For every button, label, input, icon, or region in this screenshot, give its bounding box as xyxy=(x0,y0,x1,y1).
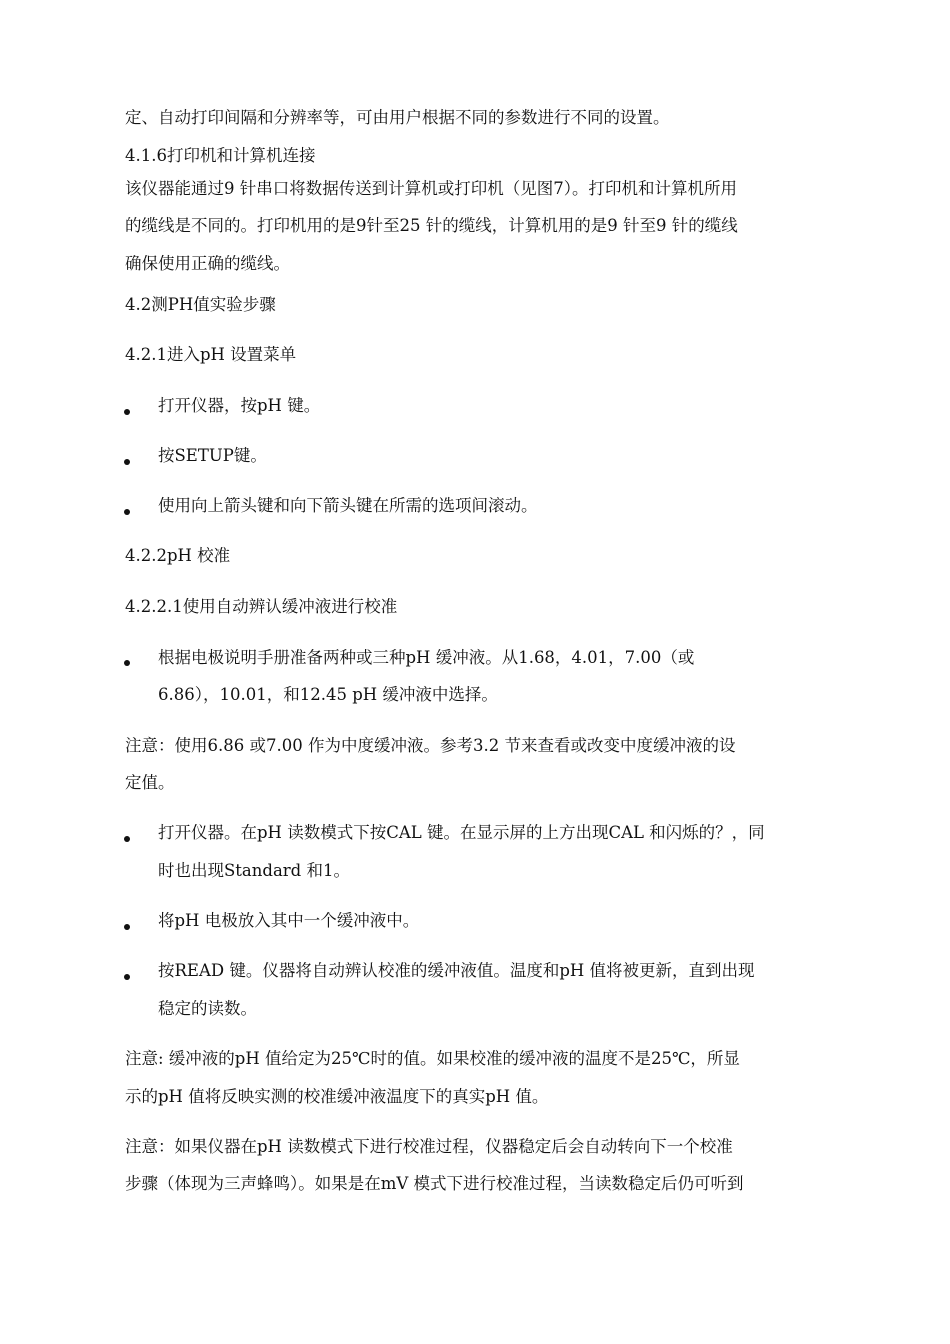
note-line: 定值。 xyxy=(125,773,175,792)
list-item: 按READ 键。仪器将自动辨认校准的缓冲液值。温度和pH 值将被更新，直到出现 xyxy=(158,961,755,980)
paragraph-line: 确保使用正确的缆线。 xyxy=(125,254,290,273)
bullet-icon xyxy=(124,660,130,666)
note-line: 注意: 缓冲液的pH 值给定为25℃时的值。如果校准的缓冲液的温度不是25℃，所显 xyxy=(125,1049,740,1068)
subsection-heading: 4.2.2pH 校准 xyxy=(125,546,231,565)
list-item-continuation: 时也出现Standard 和1。 xyxy=(158,861,350,880)
bullet-icon xyxy=(124,974,130,980)
note-line: 示的pH 值将反映实测的校准缓冲液温度下的真实pH 值。 xyxy=(125,1087,549,1106)
bullet-icon xyxy=(124,509,130,515)
bullet-icon xyxy=(124,409,130,415)
list-item: 使用向上箭头键和向下箭头键在所需的选项间滚动。 xyxy=(158,496,538,515)
paragraph-line: 的缆线是不同的。打印机用的是9针至25 针的缆线，计算机用的是9 针至9 针的缆线 xyxy=(125,216,738,235)
note-line: 注意：使用6.86 或7.00 作为中度缓冲液。参考3.2 节来查看或改变中度缓冲液的设 xyxy=(125,736,736,755)
list-item: 按SETUP键。 xyxy=(158,446,267,465)
section-heading: 4.1.6打印机和计算机连接 xyxy=(125,146,316,165)
section-heading: 4.2测PH值实验步骤 xyxy=(125,295,276,314)
list-item-continuation: 稳定的读数。 xyxy=(158,999,257,1018)
list-item: 打开仪器。在pH 读数模式下按CAL 键。在显示屏的上方出现CAL 和闪烁的？，同 xyxy=(158,823,765,842)
list-item: 将pH 电极放入其中一个缓冲液中。 xyxy=(158,911,420,930)
bullet-icon xyxy=(124,459,130,465)
list-item-continuation: 6.86），10.01，和12.45 pH 缓冲液中选择。 xyxy=(158,685,498,704)
note-line: 注意：如果仪器在pH 读数模式下进行校准过程，仪器稳定后会自动转向下一个校准 xyxy=(125,1137,733,1156)
subsection-heading: 4.2.1进入pH 设置菜单 xyxy=(125,345,297,364)
paragraph-line: 定、自动打印间隔和分辨率等，可由用户根据不同的参数进行不同的设置。 xyxy=(125,108,670,127)
subsection-heading: 4.2.2.1使用自动辨认缓冲液进行校准 xyxy=(125,597,398,616)
bullet-icon xyxy=(124,836,130,842)
paragraph-line: 该仪器能通过9 针串口将数据传送到计算机或打印机（见图7）。打印机和计算机所用 xyxy=(125,179,737,198)
list-item: 打开仪器，按pH 键。 xyxy=(158,396,321,415)
bullet-icon xyxy=(124,924,130,930)
list-item: 根据电极说明手册准备两种或三种pH 缓冲液。从1.68，4.01，7.00（或 xyxy=(158,648,695,667)
note-line: 步骤（体现为三声蜂鸣）。如果是在mV 模式下进行校准过程，当读数稳定后仍可听到 xyxy=(125,1174,744,1193)
